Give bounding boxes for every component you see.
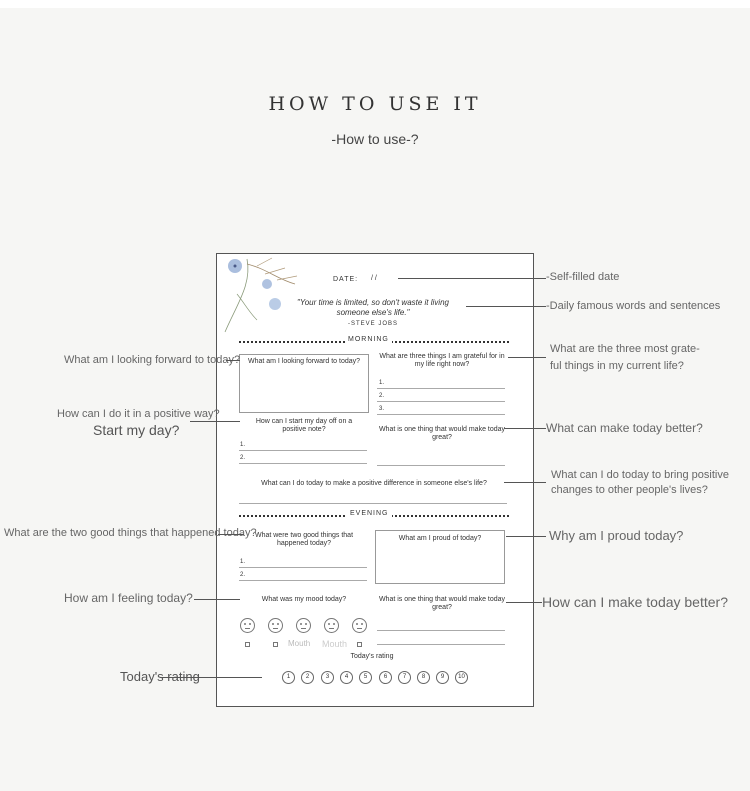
- feeling-pointer-line: [194, 599, 240, 600]
- annotation-others-line1: What can I do today to bring positive: [551, 469, 729, 481]
- proud-pointer-line: [506, 536, 546, 537]
- proud-question: What am I proud of today?: [398, 535, 482, 542]
- rating-circle-3[interactable]: 3: [321, 671, 334, 684]
- two-good-num-2: 2.: [240, 572, 246, 578]
- start-day-pointer-line: [190, 421, 240, 422]
- mood-face-2-icon[interactable]: [268, 618, 283, 633]
- looking-forward-pointer-line: [226, 360, 240, 361]
- page-subtitle: -How to use-?: [331, 131, 419, 147]
- mood-checkbox-5[interactable]: [357, 642, 362, 647]
- start-day-question: How can I start my day off on a positive note?: [255, 418, 353, 433]
- mood-word-1: Mouth: [288, 639, 311, 648]
- mood-face-3-icon[interactable]: [296, 618, 311, 633]
- one-thing-morning-line[interactable]: [377, 465, 505, 466]
- annotation-two-good: What are the two good things that happened today?: [4, 527, 257, 539]
- one-thing-morning-question: What is one thing that would make today great?: [378, 426, 506, 441]
- rating-circle-2[interactable]: 2: [301, 671, 314, 684]
- mood-checkbox-2[interactable]: [273, 642, 278, 647]
- date-slashes: / /: [371, 275, 377, 282]
- rating-circle-8[interactable]: 8: [417, 671, 430, 684]
- looking-forward-question: What am I looking forward to today?: [247, 358, 361, 365]
- annotation-make-better: What can make today better?: [546, 421, 703, 435]
- mood-face-4-icon[interactable]: [324, 618, 339, 633]
- mood-face-5-icon[interactable]: [352, 618, 367, 633]
- grateful-num-2: 2.: [379, 393, 385, 399]
- mood-word-2: Mouth: [322, 639, 348, 649]
- annotation-grateful-line2: ful things in my current life?: [550, 360, 684, 372]
- date-pointer-line: [398, 278, 546, 279]
- daily-quote: "Your time is limited, so don't waste it living someone else's life.": [297, 298, 449, 317]
- rating-circle-9[interactable]: 9: [436, 671, 449, 684]
- rating-label: Today's rating: [350, 653, 394, 660]
- quote-pointer-line: [466, 306, 546, 307]
- rating-circle-6[interactable]: 6: [379, 671, 392, 684]
- grateful-line-3[interactable]: [377, 414, 505, 415]
- annotation-self-filled-date: -Self-filled date: [546, 271, 620, 283]
- rating-circle-7[interactable]: 7: [398, 671, 411, 684]
- morning-label: MORNING: [345, 336, 392, 343]
- mood-question: What was my mood today?: [261, 596, 347, 603]
- one-thing-evening-question: What is one thing that would make today great?: [378, 596, 506, 611]
- two-good-pointer-line: [218, 534, 244, 535]
- evening-label: EVENING: [347, 510, 392, 517]
- page-title: HOW TO USE IT: [268, 93, 482, 115]
- make-better-pointer-line: [504, 428, 546, 429]
- start-day-num-1: 1.: [240, 442, 246, 448]
- one-thing-evening-line-1[interactable]: [377, 630, 505, 631]
- annotation-feeling: How am I feeling today?: [64, 591, 193, 605]
- annotation-others-line2: changes to other people's lives?: [551, 484, 708, 496]
- start-day-line-1[interactable]: [239, 450, 367, 451]
- rating-circle-1[interactable]: 1: [282, 671, 295, 684]
- rating-circle-4[interactable]: 4: [340, 671, 353, 684]
- grateful-question: What are three things I am grateful for in my life right now?: [379, 353, 505, 368]
- grateful-num-1: 1.: [379, 380, 385, 386]
- rating-circle-5[interactable]: 5: [359, 671, 372, 684]
- annotation-positive-way: How can I do it in a positive way?: [57, 408, 220, 420]
- mood-face-1-icon[interactable]: [240, 618, 255, 633]
- start-day-num-2: 2.: [240, 455, 246, 461]
- grateful-line-2[interactable]: [377, 401, 505, 402]
- grateful-pointer-line: [508, 357, 546, 358]
- annotation-todays-rating: Today's rating: [120, 669, 200, 684]
- rating-pointer-line: [160, 677, 262, 678]
- others-pointer-line: [504, 482, 546, 483]
- grateful-num-3: 3.: [379, 406, 385, 412]
- top-strip: [0, 0, 750, 8]
- floral-decoration-icon: [217, 254, 307, 334]
- two-good-num-1: 1.: [240, 559, 246, 565]
- one-thing-evening-line-2[interactable]: [377, 644, 505, 645]
- two-good-question: What were two good things that happened today?: [254, 532, 354, 547]
- annotation-make-better-how: How can I make today better?: [542, 594, 728, 610]
- grateful-line-1[interactable]: [377, 388, 505, 389]
- start-day-line-2[interactable]: [239, 463, 367, 464]
- two-good-line-2[interactable]: [239, 580, 367, 581]
- annotation-start-my-day: Start my day?: [93, 422, 180, 438]
- two-good-line-1[interactable]: [239, 567, 367, 568]
- rating-circle-10[interactable]: 10: [455, 671, 468, 684]
- difference-line[interactable]: [239, 503, 507, 504]
- annotation-grateful-line1: What are the three most grate-: [550, 343, 700, 355]
- annotation-daily-words: -Daily famous words and sentences: [546, 300, 721, 312]
- quote-author: -STEVE JOBS: [347, 321, 398, 327]
- difference-question: What can I do today to make a positive difference in someone else's life?: [261, 480, 487, 487]
- annotation-why-proud: Why am I proud today?: [549, 528, 684, 543]
- make-better-how-pointer-line: [506, 602, 542, 603]
- date-label: DATE:: [333, 276, 359, 283]
- annotation-looking-forward: What am I looking forward to today?: [64, 354, 241, 366]
- mood-checkbox-1[interactable]: [245, 642, 250, 647]
- journal-sheet: [216, 253, 534, 707]
